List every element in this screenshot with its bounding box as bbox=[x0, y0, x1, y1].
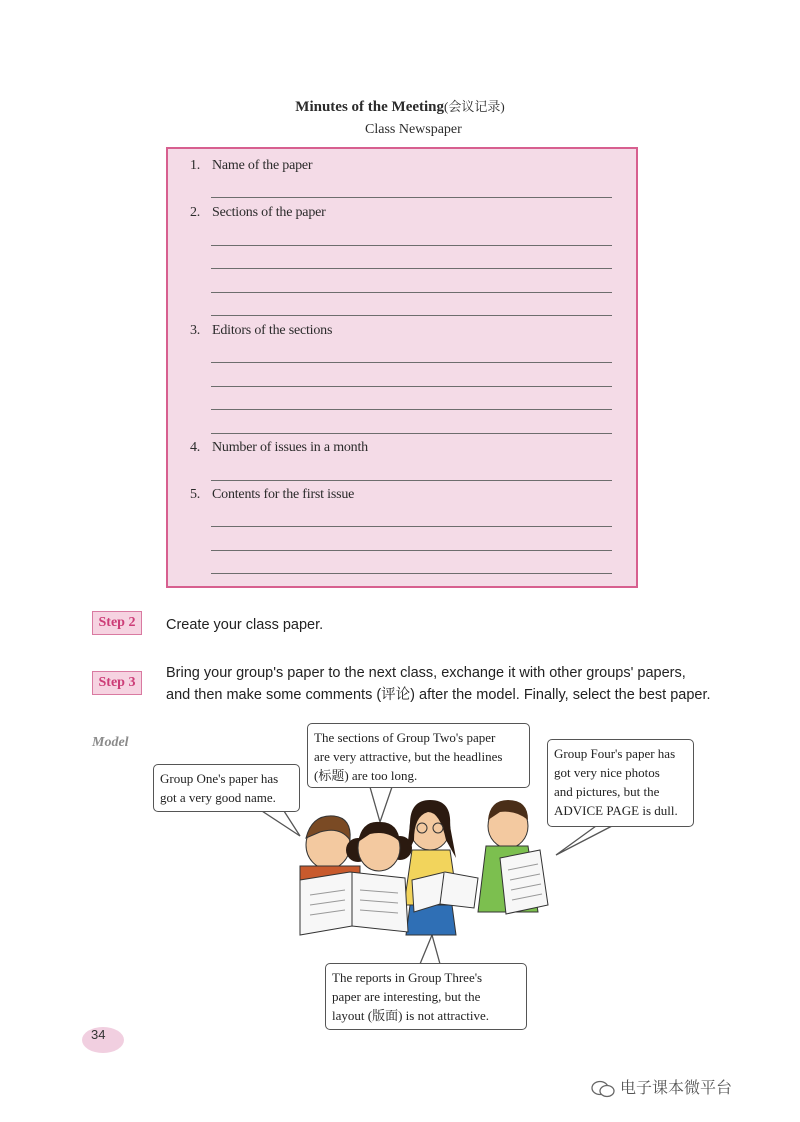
bubble-group-two: The sections of Group Two's paper are very attractive, but the headlines (标题) are too long. bbox=[307, 723, 530, 788]
page-number: 34 bbox=[91, 1027, 106, 1042]
step-3-text: Bring your group's paper to the next class, exchange it with other groups' papers, and then make some comments (评论) after the model. Finally, select the best paper. bbox=[166, 665, 711, 703]
minutes-item-5: 5. Contents for the first issue bbox=[190, 487, 355, 502]
step-2-badge: Step 2 bbox=[92, 611, 142, 635]
bubble-group-four: Group Four's paper has got very nice photos and pictures, but the ADVICE PAGE is dull. bbox=[547, 739, 694, 827]
girl-pigtails-figure bbox=[346, 822, 412, 871]
minutes-item-4: 4. Number of issues in a month bbox=[190, 440, 368, 455]
girl-glasses-figure bbox=[404, 800, 458, 935]
minutes-item-3: 3. Editors of the sections bbox=[190, 323, 333, 338]
minutes-title: Minutes of the Meeting(会议记录) bbox=[295, 99, 505, 115]
step-2-text: Create your class paper. bbox=[166, 617, 324, 633]
bubble-group-three: The reports in Group Three's paper are interesting, but the layout (版面) is not attractive. bbox=[325, 963, 527, 1030]
watermark: 电子课本微平台 bbox=[590, 1075, 732, 1099]
chat-bubbles-icon bbox=[590, 1079, 616, 1099]
minutes-item-2: 2. Sections of the paper bbox=[190, 205, 326, 220]
newspaper-left-figure bbox=[300, 872, 408, 935]
minutes-item-1: 1. Name of the paper bbox=[190, 158, 313, 173]
bubble-group-one: Group One's paper has got a very good name. bbox=[153, 764, 300, 812]
step-3-badge: Step 3 bbox=[92, 671, 142, 695]
model-label: Model bbox=[92, 735, 129, 750]
minutes-subtitle: Class Newspaper bbox=[365, 122, 462, 137]
newspaper-right-figure bbox=[500, 850, 548, 914]
